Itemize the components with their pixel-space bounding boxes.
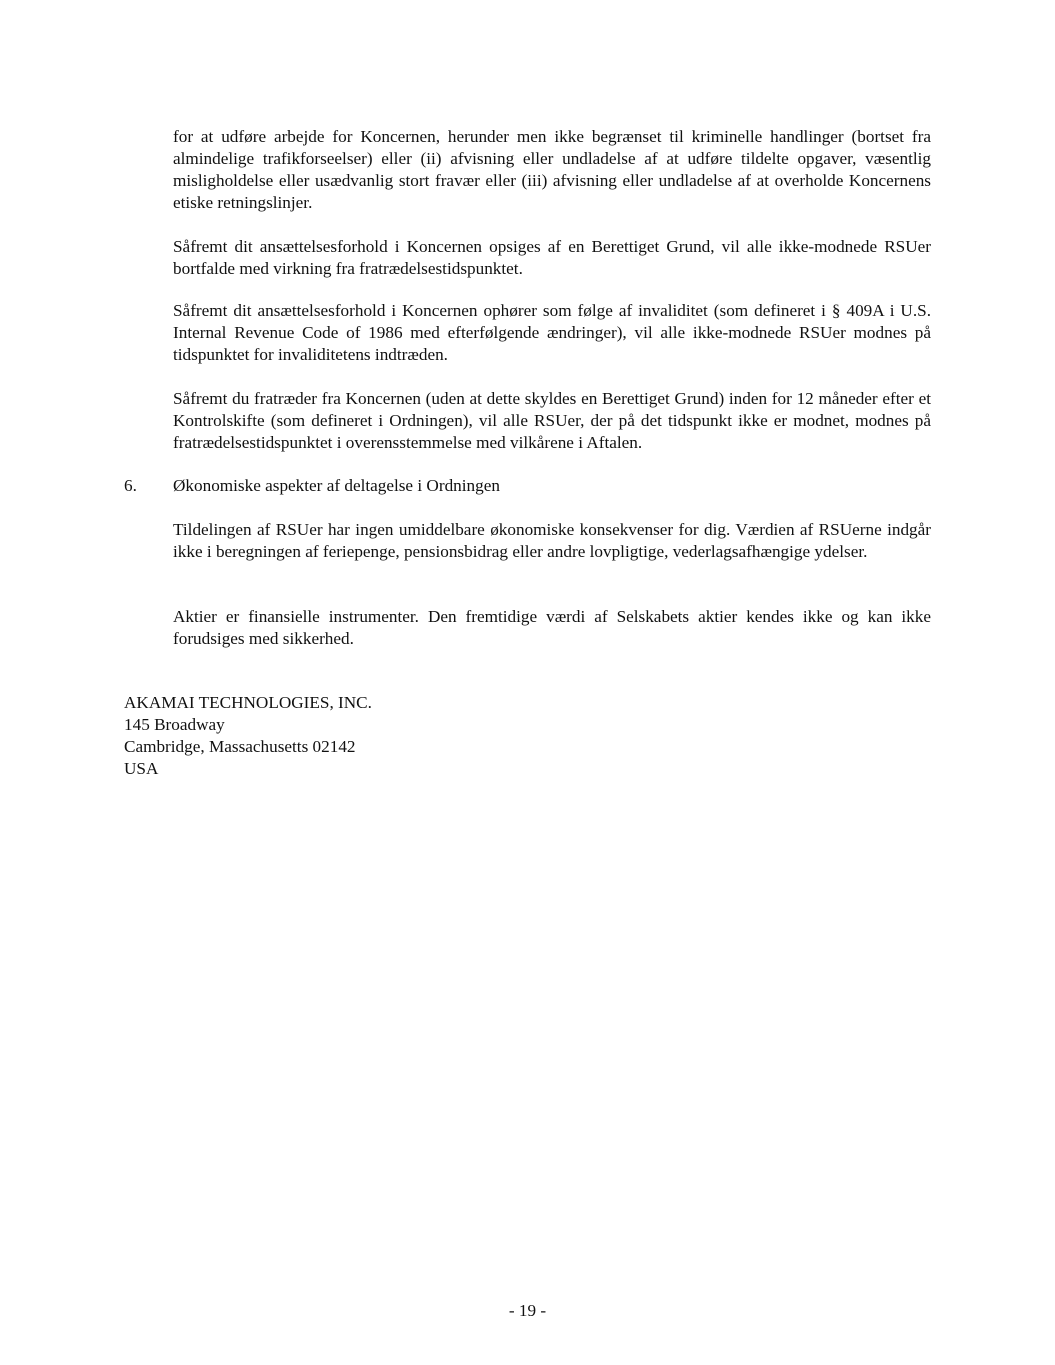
paragraph-financial-instruments: Aktier er finansielle instrumenter. Den fremtidige værdi af Selskabets aktier kendes ikke og kan ikke forudsiges med sikkerhed. [173,607,931,648]
paragraph-termination-for-cause: Såfremt dit ansættelsesforhold i Koncernen opsiges af en Berettiget Grund, vil alle ikke-modnede RSUer bortfalde med virkning fra fratrædelsestidspunktet. [173,237,931,278]
company-name: AKAMAI TECHNOLOGIES, INC. [124,693,372,712]
paragraph-grounds-continued: for at udføre arbejde for Koncernen, herunder men ikke begrænset til kriminelle handlinger (bortset fra almindelige trafikforseelser) eller (ii) afvisning eller undladelse af at udføre tildelte opgaver, væsentlig misligholdelse eller usædvanlig stort fravær eller (iii) afvisning eller undladelse af at overholde Koncernens etiske retningslinjer. [173,127,931,212]
page-number: - 19 - [508,1301,547,1320]
paragraph-change-of-control: Såfremt du fratræder fra Koncernen (uden at dette skyldes en Berettiget Grund) inden for 12 måneder efter et Kontrolskifte (som defineret i Ordningen), vil alle RSUer, der på det tidspunkt ikke er modnet, modnes på fratrædelsestidspunktet i overensstemmelse med vilkårene i Aftalen. [173,389,931,452]
section-heading: Økonomiske aspekter af deltagelse i Ordningen [173,476,500,495]
city-state-zip: Cambridge, Massachusetts 02142 [124,737,356,756]
street-address: 145 Broadway [124,715,225,734]
country: USA [124,759,159,778]
paragraph-disability: Såfremt dit ansættelsesforhold i Koncernen ophører som følge af invaliditet (som defineret i § 409A i U.S. Internal Revenue Code of 1986 med efterfølgende ændringer), vil alle ikke-modnede RSUer modnes på tidspunktet for invaliditetens indtræden. [173,301,931,364]
company-address [124,692,372,780]
section-number: 6. [124,476,137,495]
paragraph-economic-consequences: Tildelingen af RSUer har ingen umiddelbare økonomiske konsekvenser for dig. Værdien af RSUerne indgår ikke i beregningen af feriepenge, pensionsbidrag eller andre lovpligtige, vederlagsafhængige ydelser. [173,520,931,561]
